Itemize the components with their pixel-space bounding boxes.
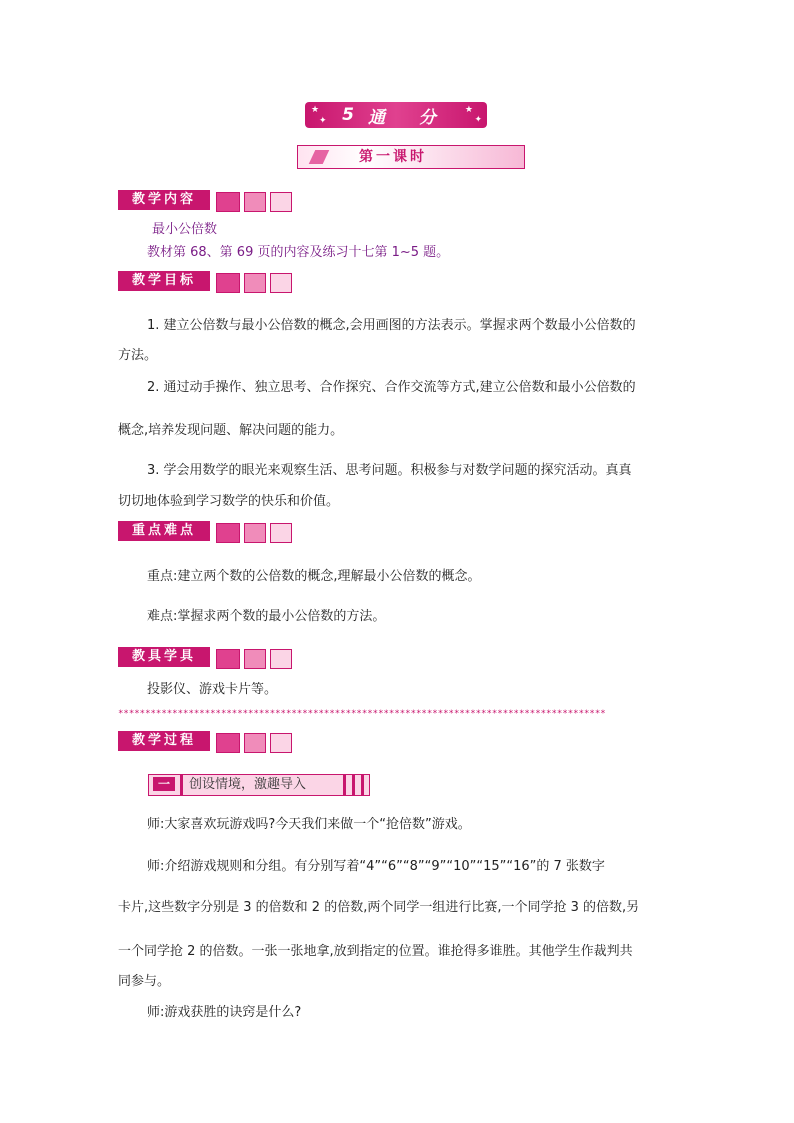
goal-line: 切切地体验到学习数学的快乐和价值。 xyxy=(118,494,340,509)
decoration-square xyxy=(244,733,266,753)
subsection-banner xyxy=(148,774,370,796)
decoration-bar xyxy=(361,775,364,795)
process-line: 师:游戏获胜的诀窍是什么? xyxy=(147,1005,302,1020)
lesson-bar xyxy=(297,145,525,169)
decoration-square xyxy=(270,273,292,293)
star-icon: ✦ xyxy=(319,116,327,126)
key-point: 重点:建立两个数的公倍数的概念,理解最小公倍数的概念。 xyxy=(147,569,481,584)
subsection-number: 一 xyxy=(153,777,175,791)
section-label: 教具学具 xyxy=(118,647,210,667)
section-label: 教学过程 xyxy=(118,731,210,751)
star-icon: ✦ xyxy=(474,115,482,125)
goal-line: 1. 建立公倍数与最小公倍数的概念,会用画图的方法表示。掌握求两个数最小公倍数的 xyxy=(147,318,636,333)
decoration-icon xyxy=(309,150,330,164)
chapter-title-banner xyxy=(305,102,487,128)
subsection-title: 创设情境，激趣导入 xyxy=(189,777,307,792)
chapter-title: 通 分 xyxy=(367,107,450,128)
star-icon: ★ xyxy=(311,105,320,115)
lesson-title: 第一课时 xyxy=(359,149,427,165)
process-line: 一个同学抢 2 的倍数。一张一张地拿,放到指定的位置。谁抢得多谁胜。其他学生作裁判共 xyxy=(118,944,633,959)
process-line: 同参与。 xyxy=(118,974,171,989)
decoration-square xyxy=(244,649,266,669)
process-line: 师:大家喜欢玩游戏吗?今天我们来做一个“抢倍数”游戏。 xyxy=(147,817,471,832)
chapter-number: 5 xyxy=(342,105,368,125)
goal-line: 方法。 xyxy=(118,348,158,363)
star-icon: ★ xyxy=(464,105,473,115)
decoration-square xyxy=(244,523,266,543)
section-label: 教学内容 xyxy=(118,190,210,210)
decoration-square xyxy=(216,192,240,212)
decoration-bar xyxy=(343,775,346,795)
process-line: 师:介绍游戏规则和分组。有分别写着“4”“6”“8”“9”“10”“15”“16”的 7 张数字 xyxy=(147,859,605,874)
section-label: 教学目标 xyxy=(118,271,210,291)
decoration-square xyxy=(270,192,292,212)
decoration-bar xyxy=(352,775,355,795)
decoration-square xyxy=(270,733,292,753)
goal-line: 2. 通过动手操作、独立思考、合作探究、合作交流等方式,建立公倍数和最小公倍数的 xyxy=(147,380,636,395)
tools-text: 投影仪、游戏卡片等。 xyxy=(147,682,278,697)
section-label: 重点难点 xyxy=(118,521,210,541)
decoration-square xyxy=(216,273,240,293)
goal-line: 概念,培养发现问题、解决问题的能力。 xyxy=(118,423,344,438)
star-divider: ****************************************************************************************** xyxy=(118,709,606,719)
decoration-bar xyxy=(180,775,183,795)
goal-line: 3. 学会用数学的眼光来观察生活、思考问题。积极参与对数学问题的探究活动。真真 xyxy=(147,463,632,478)
difficult-point: 难点:掌握求两个数的最小公倍数的方法。 xyxy=(147,609,386,624)
decoration-square xyxy=(270,523,292,543)
decoration-square xyxy=(216,733,240,753)
decoration-square xyxy=(244,273,266,293)
decoration-square xyxy=(216,523,240,543)
decoration-square xyxy=(270,649,292,669)
process-line: 卡片,这些数字分别是 3 的倍数和 2 的倍数,两个同学一组进行比赛,一个同学抢 3 的倍数,另 xyxy=(118,900,640,915)
content-topic: 最小公倍数 xyxy=(152,222,218,237)
decoration-square xyxy=(244,192,266,212)
content-source: 教材第 68、第 69 页的内容及练习十七第 1~5 题。 xyxy=(147,245,450,260)
decoration-square xyxy=(216,649,240,669)
